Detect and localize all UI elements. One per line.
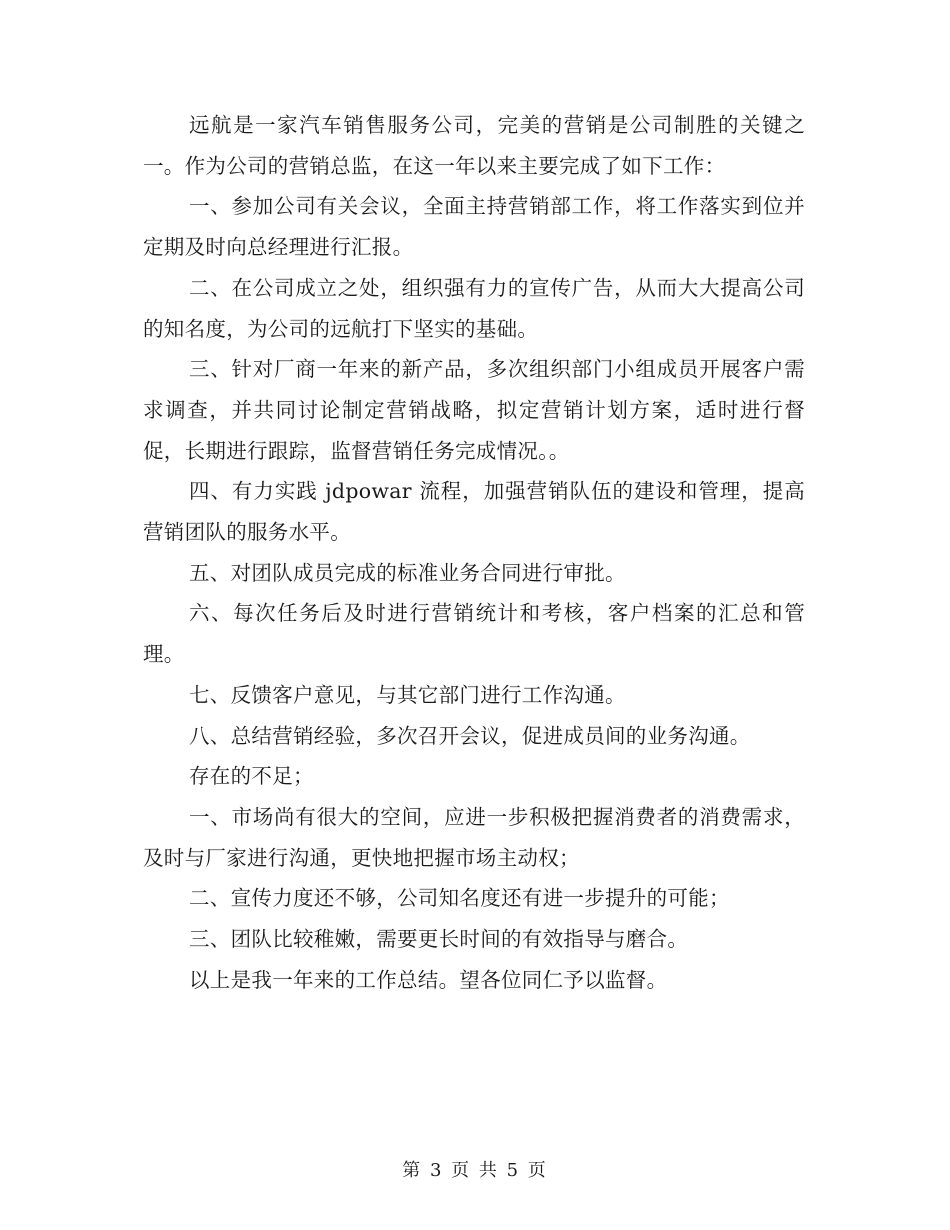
- paragraph-item-6: 六、每次任务后及时进行营销统计和考核，客户档案的汇总和管理。: [143, 601, 805, 667]
- paragraph-item-2: 二、在公司成立之处，组织强有力的宣传广告，从而大大提高公司的知名度，为公司的远航打下坚实的基础。: [143, 275, 805, 341]
- paragraph-item-5: 五、对团队成员完成的标准业务合同进行审批。: [189, 560, 626, 585]
- paragraph-item-8: 八、总结营销经验，多次召开会议，促进成员间的业务沟通。: [189, 723, 751, 748]
- paragraph-item-4: 四、有力实践 jdpowar 流程，加强营销队伍的建设和管理，提高营销团队的服务水平。: [143, 479, 805, 545]
- shortcomings-heading: 存在的不足；: [189, 764, 314, 789]
- paragraph-item-1: 一、参加公司有关会议，全面主持营销部工作，将工作落实到位并定期及时向总经理进行汇报。: [143, 194, 805, 260]
- document-body: [143, 105, 805, 1000]
- shortcoming-item-3: 三、团队比较稚嫩，需要更长时间的有效指导与磨合。: [189, 927, 689, 952]
- paragraph-item-7: 七、反馈客户意见，与其它部门进行工作沟通。: [189, 682, 626, 707]
- shortcoming-item-2: 二、宣传力度还不够，公司知名度还有进一步提升的可能；: [189, 886, 730, 911]
- page-number-footer: 第 3 页 共 5 页: [402, 1160, 548, 1181]
- paragraph-item-3: 三、针对厂商一年来的新产品，多次组织部门小组成员开展客户需求调查，并共同讨论制定营销战略，拟定营销计划方案，适时进行督促，长期进行跟踪，监督营销任务完成情况。。: [143, 357, 805, 463]
- closing-paragraph: 以上是我一年来的工作总结。望各位同仁予以监督。: [189, 967, 668, 992]
- shortcoming-item-1: 一、市场尚有很大的空间，应进一步积极把握消费者的消费需求，及时与厂家进行沟通，更快地把握市场主动权；: [143, 804, 805, 870]
- paragraph-intro: 远航是一家汽车销售服务公司，完美的营销是公司制胜的关键之一。作为公司的营销总监，在这一年以来主要完成了如下工作：: [143, 113, 805, 178]
